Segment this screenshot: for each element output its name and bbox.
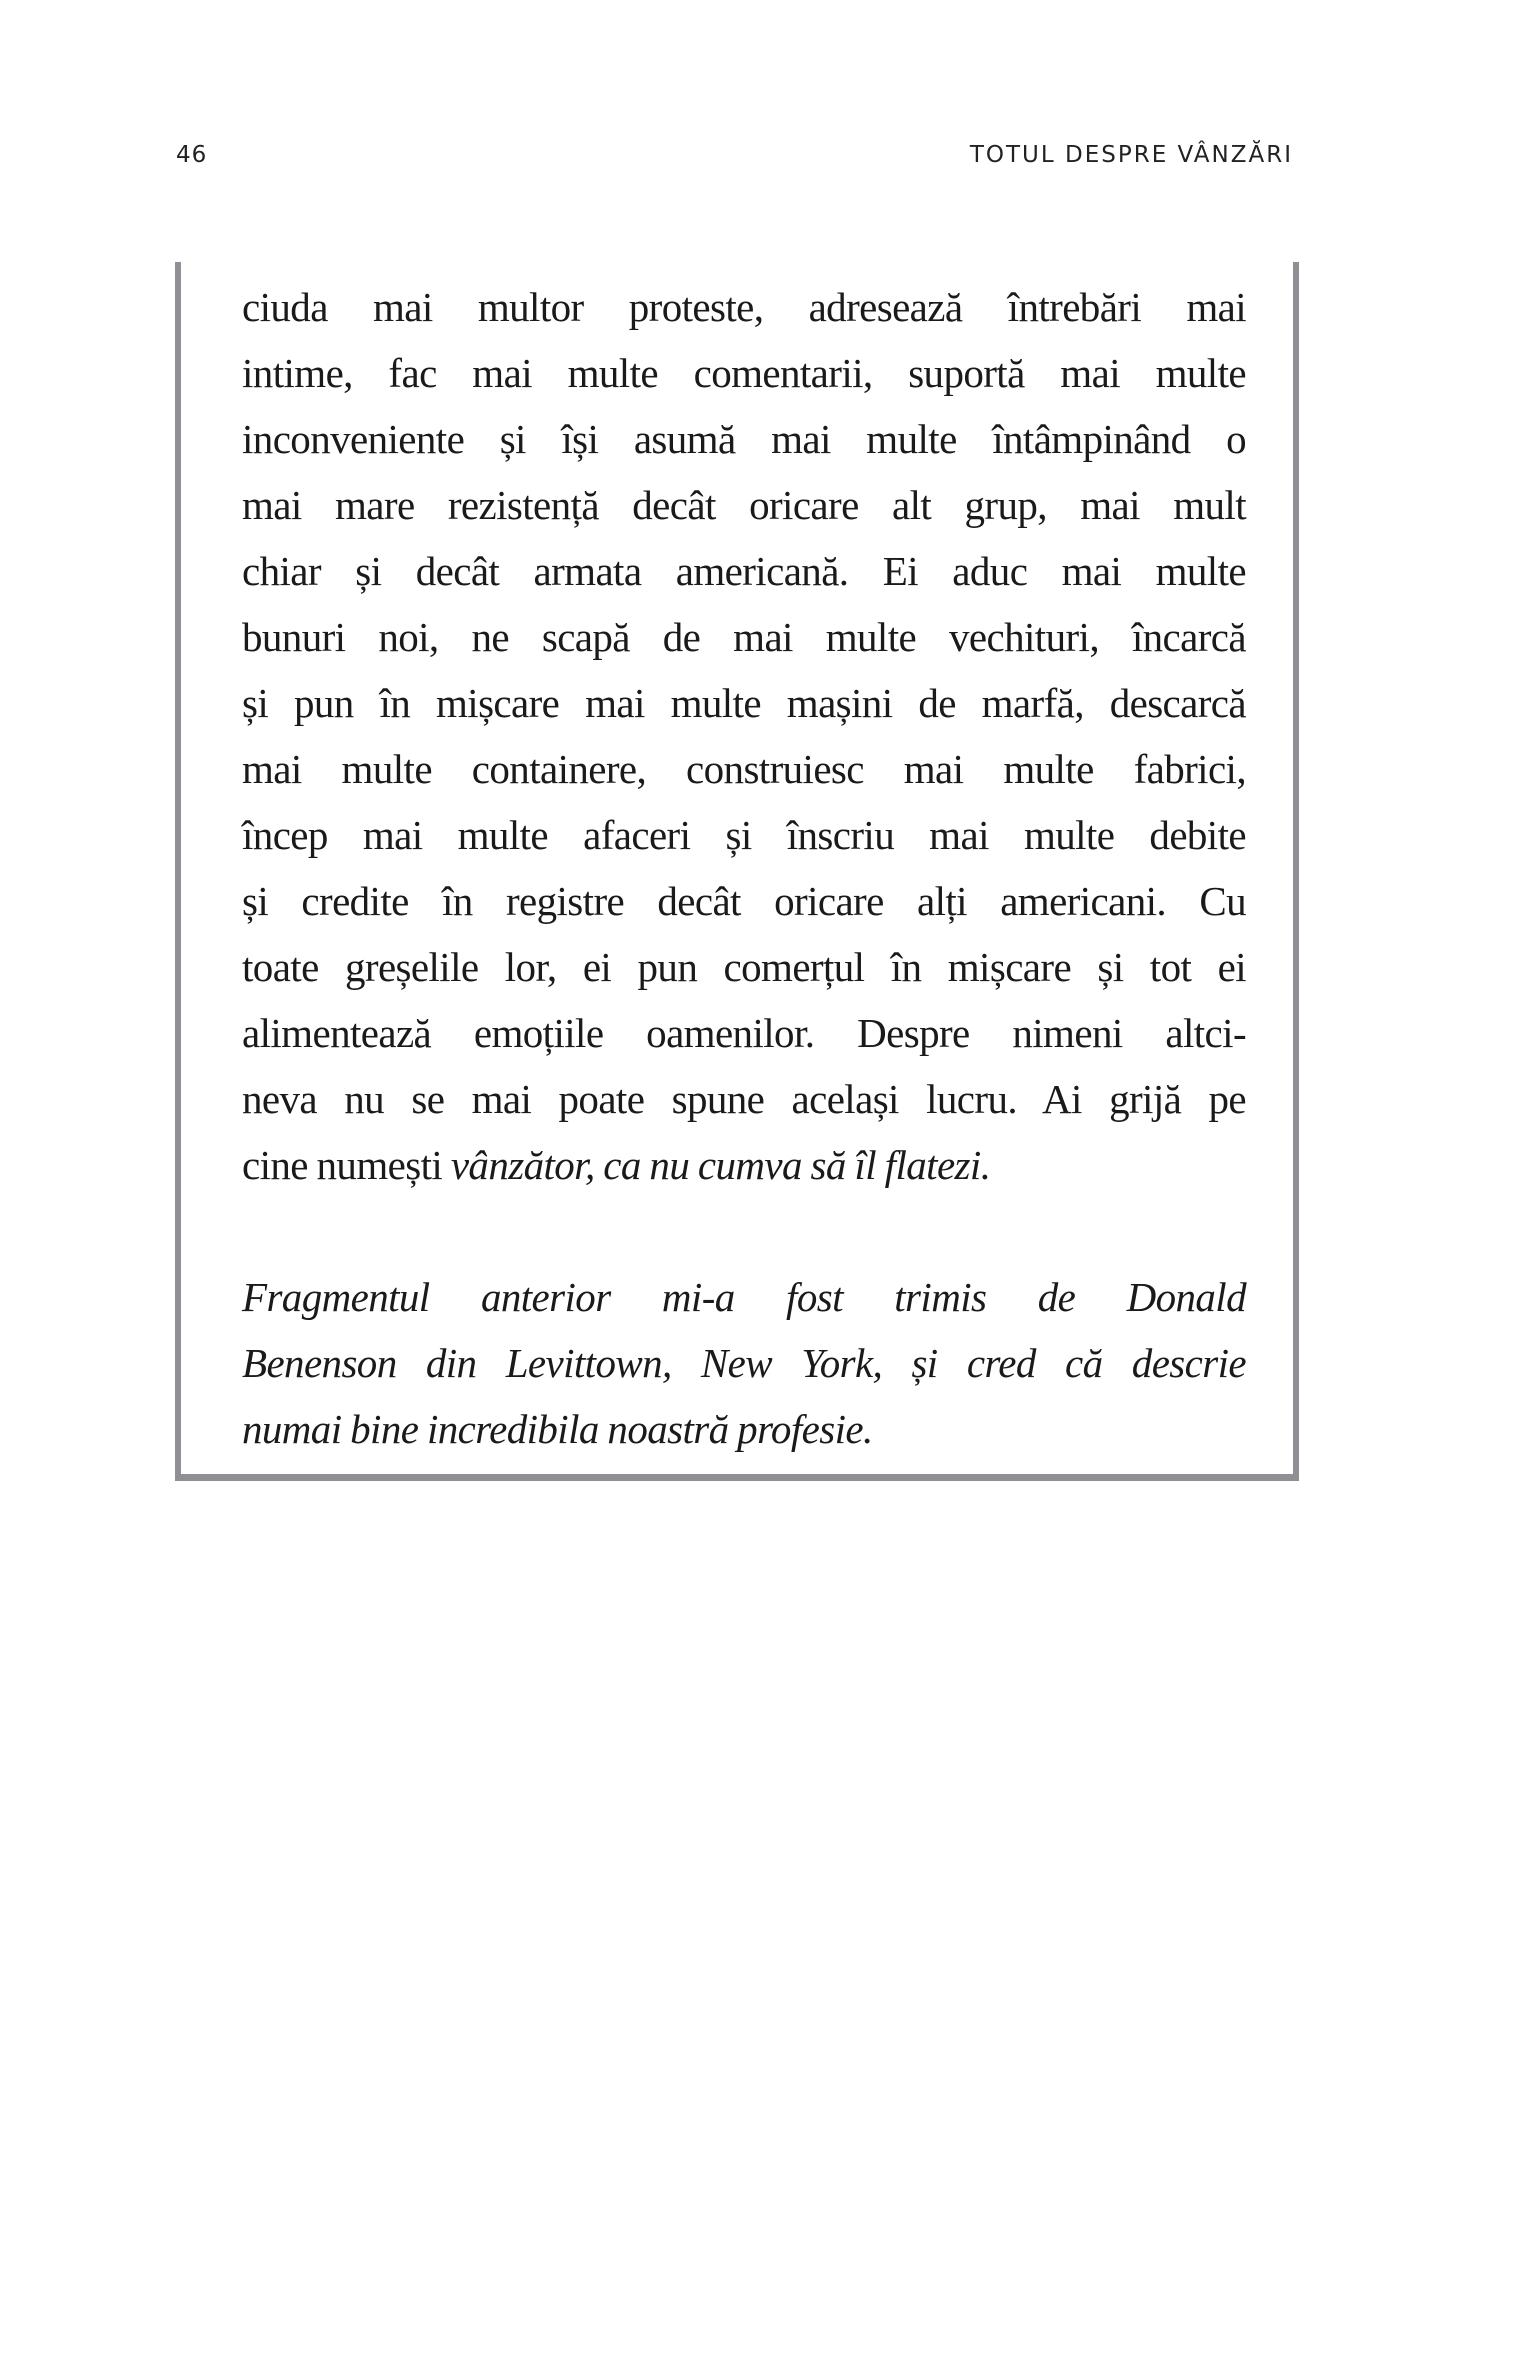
body-line: chiar și decât armata americană. Ei aduc mai multe <box>242 548 1246 594</box>
body-last-italic: vânzător, ca nu cumva să îl flatezi. <box>450 1142 991 1188</box>
body-last-regular: cine numești <box>242 1142 451 1188</box>
body-line: ciuda mai multor proteste, adresează întrebări mai <box>242 284 1246 330</box>
running-title: TOTUL DESPRE VÂNZĂRI <box>969 142 1293 168</box>
body-line: mai multe containere, construiesc mai multe fabrici, <box>242 746 1246 792</box>
note-line: Benenson din Levittown, New York, și cred că descrie <box>242 1340 1246 1386</box>
body-line: intime, fac mai multe comentarii, suportă mai multe <box>242 350 1246 396</box>
body-line: și credite în registre decât oricare alți americani. Cu <box>242 878 1246 924</box>
body-line: neva nu se mai poate spune același lucru. Ai grijă pe <box>242 1076 1246 1122</box>
body-line: mai mare rezistență decât oricare alt grup, mai mult <box>242 482 1246 528</box>
body-line: bunuri noi, ne scapă de mai multe vechituri, încarcă <box>242 614 1246 660</box>
page-number: 46 <box>176 142 208 168</box>
quote-text <box>242 262 1246 1462</box>
quote-box <box>175 262 1299 1481</box>
body-line: alimentează emoțiile oamenilor. Despre nimeni altci- <box>242 1010 1246 1056</box>
note-line: numai bine incredibila noastră profesie. <box>242 1406 873 1452</box>
body-last-line <box>242 1132 1246 1198</box>
body-line: toate greșelile lor, ei pun comerțul în mișcare și tot ei <box>242 944 1246 990</box>
body-line: încep mai multe afaceri și înscriu mai multe debite <box>242 812 1246 858</box>
body-line: inconveniente și își asumă mai multe întâmpinând o <box>242 416 1246 462</box>
attribution-note <box>242 1264 1246 1462</box>
body-line: și pun în mișcare mai multe mașini de marfă, descarcă <box>242 680 1246 726</box>
note-line: Fragmentul anterior mi-a fost trimis de Donald <box>242 1274 1246 1320</box>
